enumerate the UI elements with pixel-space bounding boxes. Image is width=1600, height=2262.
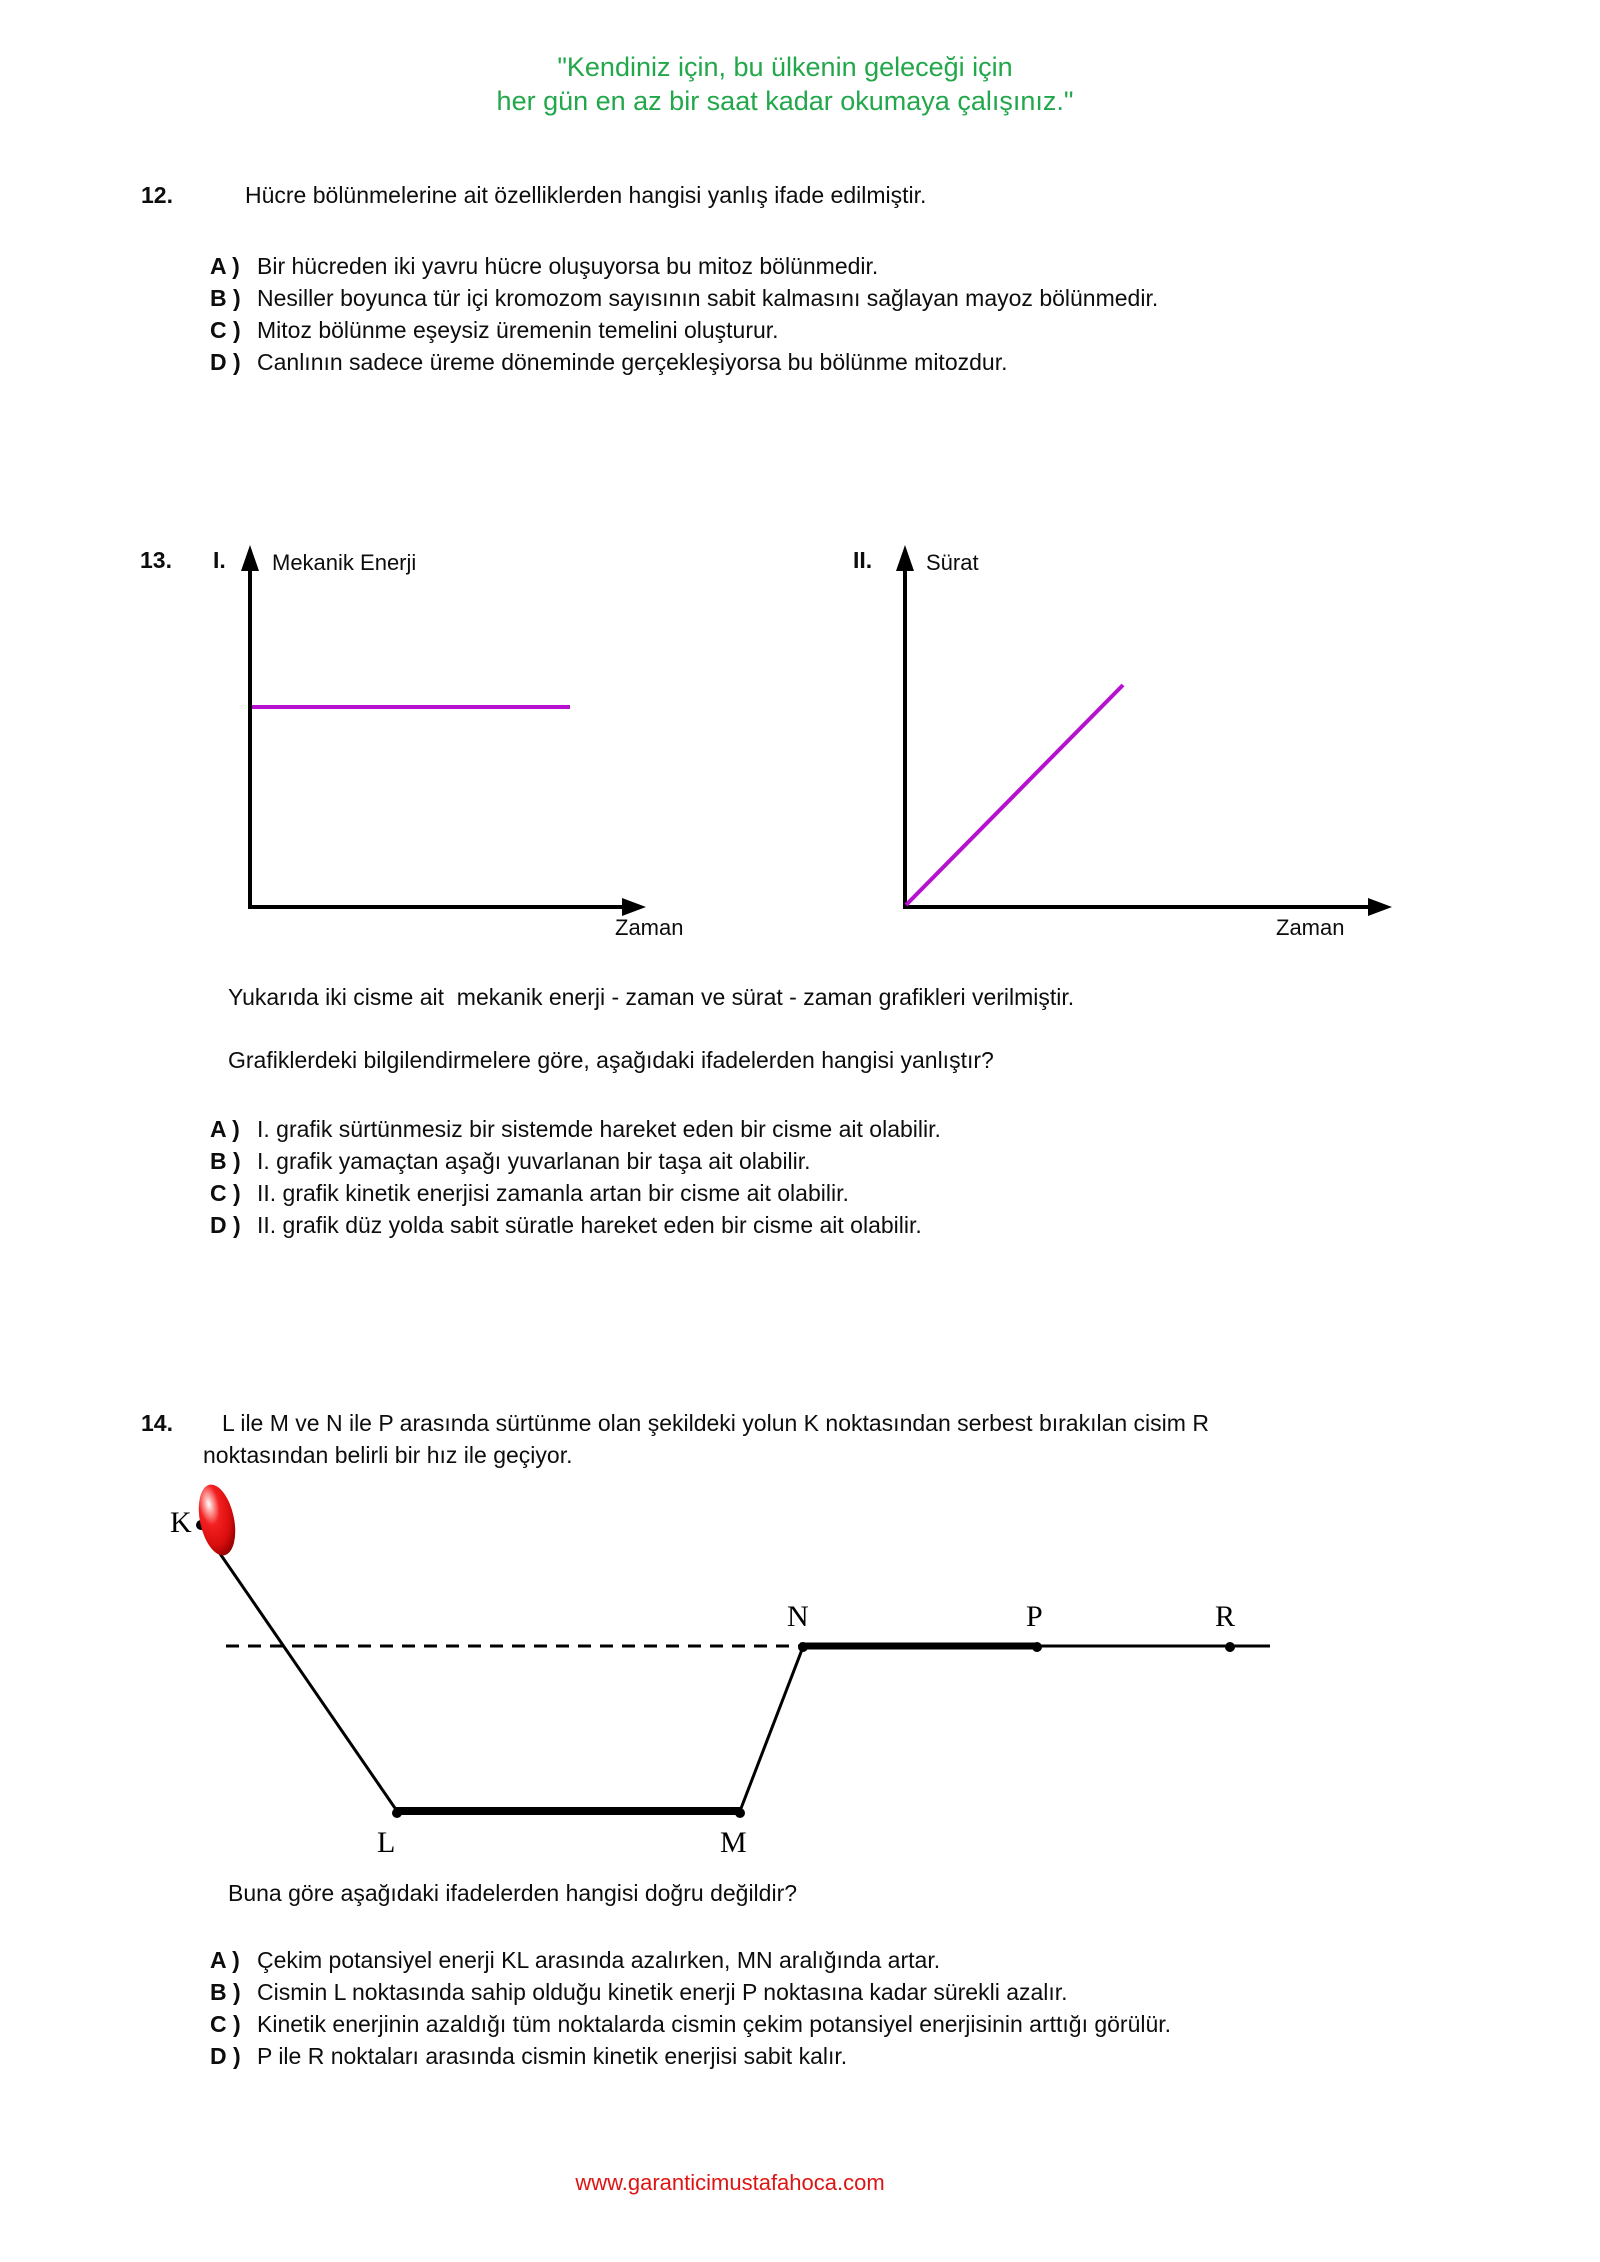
q12-option-a-text: Bir hücreden iki yavru hücre oluşuyorsa bu mitoz bölünmedir. xyxy=(257,253,879,279)
q13-option-b-letter: B ) xyxy=(210,1148,241,1174)
q14-question-line: Buna göre aşağıdaki ifadelerden hangisi doğru değildir? xyxy=(228,1880,798,1906)
increasing-speed-line xyxy=(906,685,1123,905)
question14-text-line2: noktasından belirli bir hız ile geçiyor. xyxy=(203,1442,573,1468)
slope-M-N xyxy=(740,1647,803,1811)
q13-graph1-y-axis-label: Mekanik Enerji xyxy=(272,550,417,575)
q12-option-a-letter: A ) xyxy=(210,253,240,279)
point-L-dot xyxy=(392,1808,402,1818)
q12-option-b-letter: B ) xyxy=(210,285,241,311)
q13-graph1-x-axis-label: Zaman xyxy=(615,915,684,940)
question14-text-line1: L ile M ve N ile P arasında sürtünme olan şekildeki yolun K noktasından serbest bırakılan cisim R xyxy=(222,1410,1209,1436)
header-quote-line1: "Kendiniz için, bu ülkenin geleceği için xyxy=(557,52,1013,82)
q13-graph2-speed-vs-time xyxy=(880,542,1410,942)
diagram-label-P: P xyxy=(1026,1600,1043,1633)
question14-number: 14. xyxy=(141,1410,173,1436)
q12-option-d-letter: D ) xyxy=(210,349,241,375)
red-ball xyxy=(193,1481,241,1558)
diagram-label-K: K xyxy=(170,1506,192,1539)
q14-option-a-letter: A ) xyxy=(210,1947,240,1973)
point-M-dot xyxy=(735,1808,745,1818)
y-axis-arrowhead xyxy=(896,545,914,571)
q13-option-d-letter: D ) xyxy=(210,1212,241,1238)
q13-option-c-text: II. grafik kinetik enerjisi zamanla artan bir cisme ait olabilir. xyxy=(257,1180,849,1206)
q14-option-d-text: P ile R noktaları arasında cismin kinetik enerjisi sabit kalır. xyxy=(257,2043,848,2069)
q13-option-d-text: II. grafik düz yolda sabit süratle hareket eden bir cisme ait olabilir. xyxy=(257,1212,922,1238)
question12-text: Hücre bölünmelerine ait özelliklerden hangisi yanlış ifade edilmiştir. xyxy=(245,182,927,208)
x-axis-arrowhead xyxy=(622,898,646,916)
q13-graph2-y-axis-label: Sürat xyxy=(926,550,979,575)
point-P-dot xyxy=(1032,1642,1042,1652)
y-axis-arrowhead xyxy=(241,545,259,571)
header-quote-line2: her gün en az bir saat kadar okumaya çalışınız." xyxy=(496,86,1074,116)
question12-number: 12. xyxy=(141,182,173,208)
q14-option-d-letter: D ) xyxy=(210,2043,241,2069)
q14-track-diagram xyxy=(150,1480,1310,1870)
q13-paragraph1: Yukarıda iki cisme ait mekanik enerji - zaman ve sürat - zaman grafikleri verilmiştir. xyxy=(228,984,1075,1010)
x-axis-arrowhead xyxy=(1368,898,1392,916)
header-quote xyxy=(185,50,1385,118)
q13-graph2-x-axis-label: Zaman xyxy=(1276,915,1345,940)
point-N-dot xyxy=(798,1642,808,1652)
q13-paragraph2: Grafiklerdeki bilgilendirmelere göre, aşağıdaki ifadelerden hangisi yanlıştır? xyxy=(228,1047,994,1073)
slope-K-L xyxy=(201,1526,397,1811)
diagram-label-M: M xyxy=(720,1826,747,1859)
question13-number: 13. xyxy=(140,547,172,573)
q14-option-c-text: Kinetik enerjinin azaldığı tüm noktalarda cismin çekim potansiyel enerjisinin arttığı görülür. xyxy=(257,2011,1172,2037)
diagram-label-R: R xyxy=(1215,1600,1236,1633)
q13-option-b-text: I. grafik yamaçtan aşağı yuvarlanan bir taşa ait olabilir. xyxy=(257,1148,811,1174)
q14-option-b-text: Cismin L noktasında sahip olduğu kinetik enerji P noktasına kadar sürekli azalır. xyxy=(257,1979,1068,2005)
q12-option-c-text: Mitoz bölünme eşeysiz üremenin temelini oluşturur. xyxy=(257,317,779,343)
q13-option-a-letter: A ) xyxy=(210,1116,240,1142)
q14-option-a-text: Çekim potansiyel enerji KL arasında azalırken, MN aralığında artar. xyxy=(257,1947,941,1973)
q13-graph1-index: I. xyxy=(213,547,226,573)
q14-option-b-letter: B ) xyxy=(210,1979,241,2005)
q13-option-a-text: I. grafik sürtünmesiz bir sistemde hareket eden bir cisme ait olabilir. xyxy=(257,1116,941,1142)
footer-url: www.garanticimustafahoca.com xyxy=(575,2170,885,2195)
q13-option-c-letter: C ) xyxy=(210,1180,241,1206)
q12-option-d-text: Canlının sadece üreme döneminde gerçekleşiyorsa bu bölünme mitozdur. xyxy=(257,349,1008,375)
q13-graph2-index: II. xyxy=(853,547,873,573)
q12-option-c-letter: C ) xyxy=(210,317,241,343)
q14-option-c-letter: C ) xyxy=(210,2011,241,2037)
q12-option-b-text: Nesiller boyunca tür içi kromozom sayısının sabit kalmasını sağlayan mayoz bölünmedir. xyxy=(257,285,1159,311)
q13-graph1-mechanical-energy-vs-time xyxy=(230,542,690,942)
point-R-dot xyxy=(1225,1642,1235,1652)
diagram-label-L: L xyxy=(377,1826,396,1859)
diagram-label-N: N xyxy=(787,1600,809,1633)
